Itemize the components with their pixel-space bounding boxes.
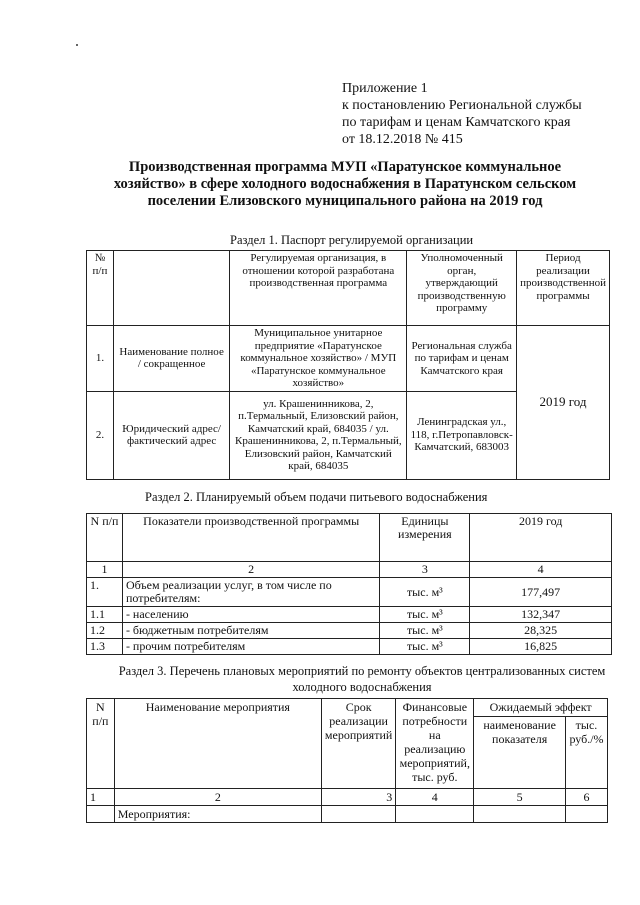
- measures-row-finance: [396, 806, 474, 823]
- passport-period-value: 2019 год: [517, 326, 610, 480]
- appendix-line-3: по тарифам и ценам Камчатского края: [342, 115, 571, 130]
- water-volume-table: [86, 513, 612, 655]
- volume-header-num: N п/п: [87, 514, 123, 562]
- volume-index-cell: 2: [122, 562, 379, 578]
- volume-row-num: 1.2: [87, 623, 123, 639]
- measures-index-cell: 5: [474, 789, 566, 806]
- volume-header-units: Единицы измерения: [380, 514, 470, 562]
- measures-header-term: Срок реализации мероприятий: [321, 699, 395, 789]
- section-1-heading: Раздел 1. Паспорт регулируемой организации: [230, 233, 474, 247]
- volume-row-unit: тыс. м³: [380, 639, 470, 655]
- measures-header-num: N п/п: [87, 699, 115, 789]
- measures-index-cell: 4: [396, 789, 474, 806]
- volume-row-name: - прочим потребителям: [122, 639, 379, 655]
- appendix-line-1: Приложение 1: [342, 81, 428, 96]
- passport-row-label: Наименование полное / сокращенное: [113, 326, 229, 392]
- measures-table: [86, 698, 608, 823]
- volume-header-indicator: Показатели производственной программы: [122, 514, 379, 562]
- passport-row-num: 2.: [87, 391, 114, 479]
- passport-row-label: Юридический адрес/фактический адрес: [113, 391, 229, 479]
- measures-row-term: [321, 806, 395, 823]
- measures-header-finance: Финансовые потребности на реализацию мероприятий, тыс. руб.: [396, 699, 474, 789]
- section-3-heading-line-1: Раздел 3. Перечень плановых мероприятий по ремонту объектов централизованных систем: [118, 664, 606, 678]
- measures-header-name: Наименование мероприятия: [114, 699, 321, 789]
- section-3-heading-line-2: холодного водоснабжения: [292, 680, 432, 694]
- passport-row-authority: Ленинградская ул., 118, г.Петропавловск-Камчатский, 683003: [407, 391, 517, 479]
- measures-row-name: Мероприятия:: [114, 806, 321, 823]
- passport-header-period: Период реализации производственной программы: [517, 251, 610, 326]
- passport-table: [86, 250, 610, 480]
- volume-row-unit: тыс. м³: [380, 578, 470, 607]
- volume-row-name: - бюджетным потребителям: [122, 623, 379, 639]
- volume-row-value: 132,347: [470, 607, 612, 623]
- measures-index-cell: 2: [114, 789, 321, 806]
- document-title: Производственная программа МУП «Паратунское коммунальное хозяйство» в сфере холодного водоснабжения в Паратунском сельском поселении Елизовского муниципального района на 2019 год: [113, 159, 577, 209]
- measures-index-cell: 3: [321, 789, 395, 806]
- section-2-heading: Раздел 2. Планируемый объем подачи питьевого водоснабжения: [145, 490, 488, 504]
- volume-index-cell: 3: [380, 562, 470, 578]
- passport-row-org: ул. Крашенинникова, 2, п.Термальный, Елизовский район, Камчатский край, 684035 / ул. Крашенинникова, 2, п.Термальный, Елизовский район, Камчатский край, 684035: [230, 391, 407, 479]
- measures-row-value: [566, 806, 608, 823]
- volume-row-name: Объем реализации услуг, в том числе по потребителям:: [122, 578, 379, 607]
- volume-row-num: 1.: [87, 578, 123, 607]
- volume-row-value: 177,497: [470, 578, 612, 607]
- volume-row-name: - населению: [122, 607, 379, 623]
- passport-row-authority: Региональная служба по тарифам и ценам Камчатского края: [407, 326, 517, 392]
- passport-row-org: Муниципальное унитарное предприятие «Паратунское коммунальное хозяйство» / МУП «Паратунское коммунальное хозяйство»: [230, 326, 407, 392]
- volume-row-num: 1.3: [87, 639, 123, 655]
- scan-speck: [76, 44, 78, 46]
- measures-header-indicator: наименование показателя: [474, 717, 566, 789]
- passport-header-num: № п/п: [87, 251, 114, 326]
- measures-row-num: [87, 806, 115, 823]
- passport-header-empty: [113, 251, 229, 326]
- appendix-line-2: к постановлению Региональной службы: [342, 98, 582, 113]
- passport-header-org: Регулируемая организация, в отношении которой разработана производственная программа: [230, 251, 407, 326]
- volume-row-unit: тыс. м³: [380, 623, 470, 639]
- measures-row-indicator: [474, 806, 566, 823]
- appendix-header: [342, 80, 582, 148]
- volume-index-cell: 4: [470, 562, 612, 578]
- volume-index-cell: 1: [87, 562, 123, 578]
- section-3-heading: [112, 663, 612, 695]
- passport-row-num: 1.: [87, 326, 114, 392]
- measures-index-cell: 1: [87, 789, 115, 806]
- measures-index-cell: 6: [566, 789, 608, 806]
- measures-header-value: тыс. руб./%: [566, 717, 608, 789]
- volume-row-num: 1.1: [87, 607, 123, 623]
- passport-header-authority: Уполномоченный орган, утверждающий производственную программу: [407, 251, 517, 326]
- appendix-line-4: от 18.12.2018 № 415: [342, 132, 463, 147]
- volume-row-unit: тыс. м³: [380, 607, 470, 623]
- volume-row-value: 16,825: [470, 639, 612, 655]
- measures-header-effect: Ожидаемый эффект: [474, 699, 608, 717]
- volume-row-value: 28,325: [470, 623, 612, 639]
- volume-header-year: 2019 год: [470, 514, 612, 562]
